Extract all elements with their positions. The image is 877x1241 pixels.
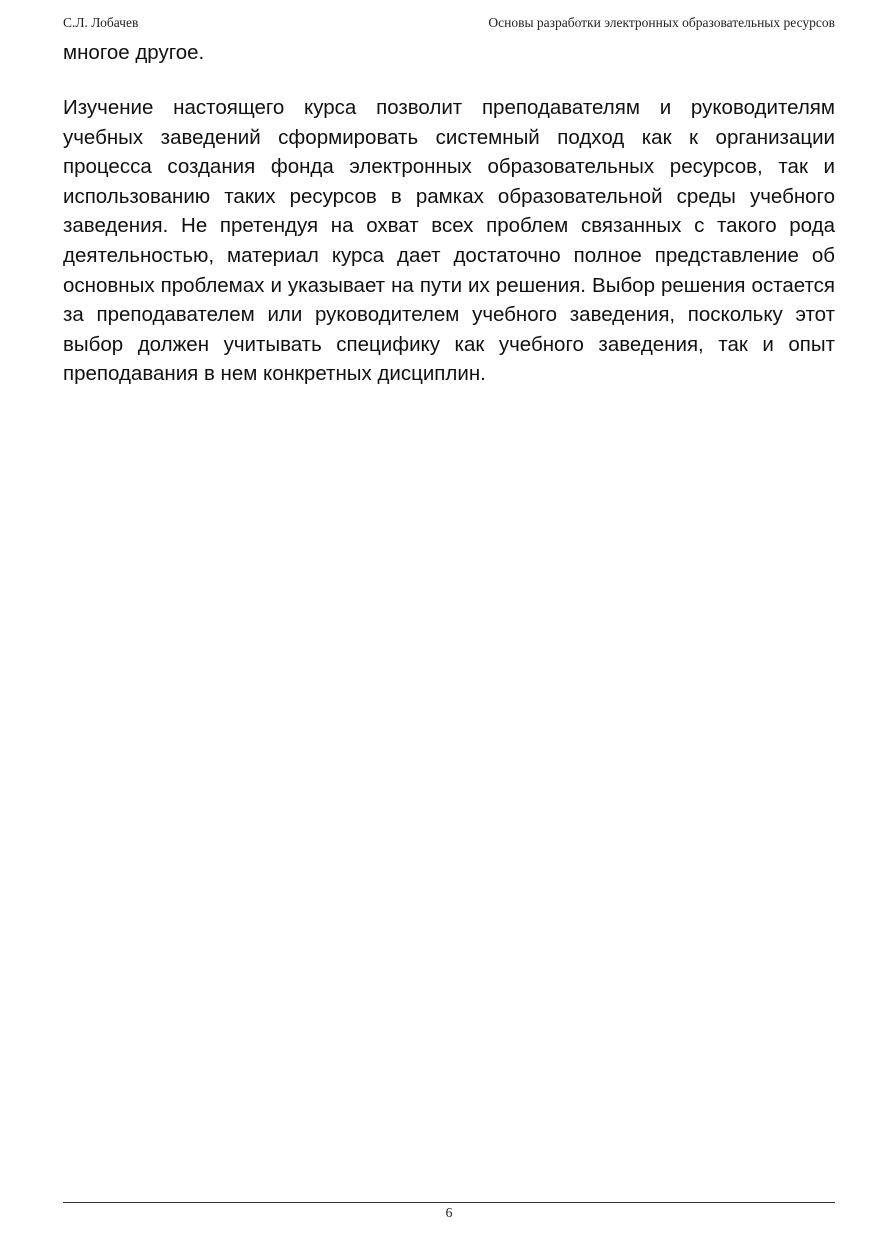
- continuation-line: многое другое.: [63, 41, 205, 64]
- header-author: С.Л. Лобачев: [63, 15, 139, 30]
- header-book-title: Основы разработки электронных образовательных ресурсов: [488, 15, 835, 30]
- footer-divider: [63, 1202, 835, 1203]
- running-header: [63, 15, 835, 35]
- body-paragraph: Изучение настоящего курса позволит преподавателям и руководителям учебных заведений сформировать системный подход как к организации процесса создания фонда электронных образовательных ресурсов, так и использованию таких ресурсов в рамках образовательной среды учебного заведения. Не претендуя на охват всех проблем связанных с такого рода деятельностью, материал курса дает достаточно полное представление об основных проблемах и указывает на пути их решения. Выбор решения остается за преподавателем или руководителем учебного заведения, поскольку этот выбор должен учитывать специфику как учебного заведения, так и опыт преподавания в нем конкретных дисциплин.: [63, 96, 835, 386]
- page-number: 6: [445, 1206, 453, 1221]
